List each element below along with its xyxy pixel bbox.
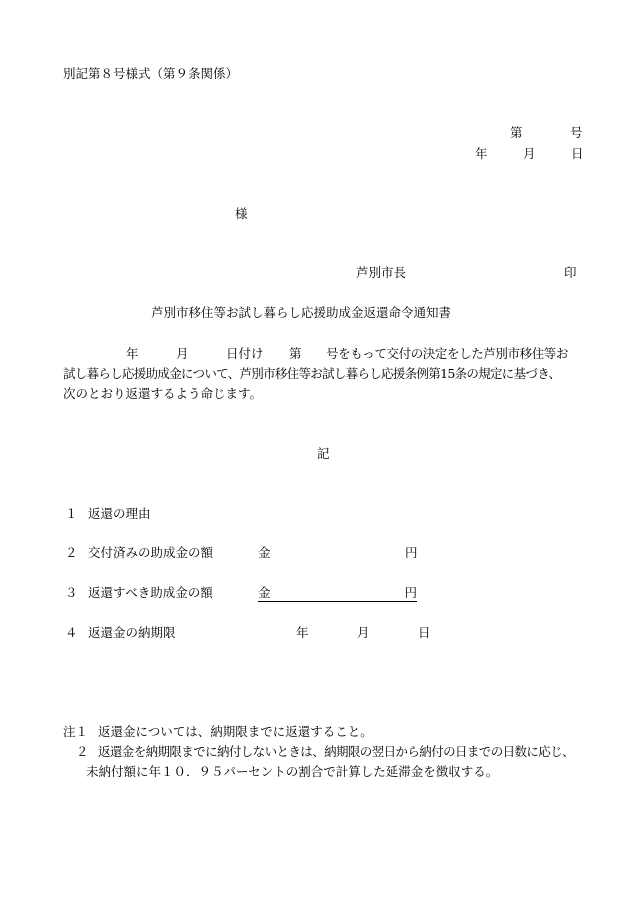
body-line1-rest: 号をもって交付の決定をした芦別市移住等お: [326, 346, 569, 361]
note-2-number: ２: [76, 744, 89, 759]
item-4-tsuki: 月: [357, 625, 370, 640]
item-2-label: 交付済みの助成金の額: [88, 545, 214, 560]
item-3-label: 返還すべき助成金の額: [88, 585, 213, 600]
body-nen: 年: [126, 346, 139, 361]
doc-number-go: 号: [570, 125, 583, 140]
recipient-sama: 様: [235, 206, 248, 221]
note-1-prefix: 注１: [63, 724, 89, 739]
date-tsuki: 月: [523, 146, 536, 161]
item-3-en: 円: [404, 585, 417, 600]
item-1-label: 返還の理由: [88, 506, 151, 521]
body-tsuki: 月: [176, 346, 189, 361]
body-hizuke: 日付け: [226, 346, 264, 361]
document-title: 芦別市移住等お試し暮らし応援助成金返還命令通知書: [151, 305, 452, 320]
body-line3: 次のとおり返還するよう命じます。: [63, 386, 263, 401]
doc-number-dai: 第: [510, 125, 523, 140]
note-1-text: 返還金については、納期限までに返還すること。: [98, 724, 373, 739]
item-4-nen: 年: [296, 625, 309, 640]
sender-title: 芦別市長: [356, 265, 407, 280]
item-3-amount-line: [258, 585, 417, 602]
ki-heading: 記: [317, 446, 330, 461]
item-1-number: １: [65, 506, 78, 521]
note-2-line2: 未納付額に年１０．９５パーセントの割合で計算した延滞金を徴収する。: [86, 764, 499, 779]
note-2-line1: 返還金を納期限までに納付しないときは、納期限の翌日から納付の日までの日数に応じ、: [98, 744, 575, 759]
item-2-number: ２: [65, 545, 78, 560]
form-label: 別記第８号様式（第９条関係）: [63, 66, 239, 81]
item-4-label: 返還金の納期限: [88, 625, 176, 640]
item-2-kin: 金: [258, 545, 271, 560]
body-line2: 試し暮らし応援助成金について、芦別市移住等お試し暮らし応援条例第15条の規定に基づき、: [63, 366, 561, 381]
body-dai: 第: [289, 346, 302, 361]
date-hi: 日: [571, 146, 584, 161]
sender-seal: 印: [564, 265, 577, 280]
item-3-kin: 金: [258, 585, 271, 600]
item-3-number: ３: [65, 585, 78, 600]
item-4-hi: 日: [418, 625, 431, 640]
date-nen: 年: [475, 146, 488, 161]
item-4-number: ４: [65, 625, 78, 640]
item-2-en: 円: [405, 545, 418, 560]
